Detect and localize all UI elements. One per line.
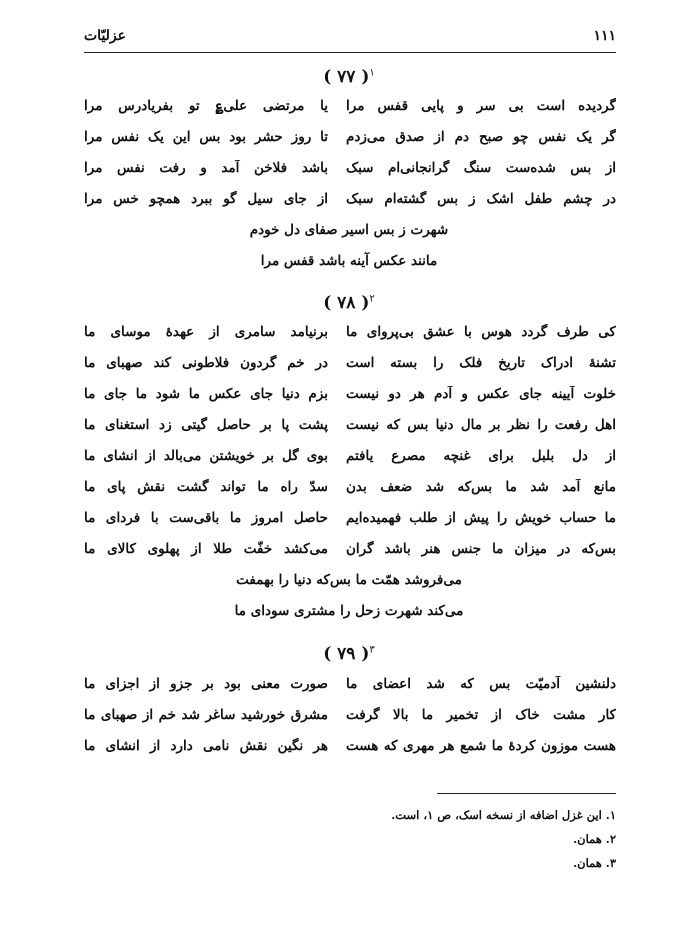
ghazal-title — [0, 293, 698, 313]
hemistich-first: خلوت آیینه جای عکس و آدم هر دو نیست — [346, 386, 616, 402]
ghazal-number: ( ۷۸ ) — [323, 293, 370, 313]
closing-verse: می‌فروشد همّت ما بس‌که دنیا را بهمفت — [236, 572, 462, 588]
couplet — [84, 98, 616, 122]
ghazal-number: ( ۷۹ ) — [323, 644, 370, 664]
footnote: ۱. این غزل اضافه از نسخه اسک، ص ۱، است. — [391, 808, 616, 822]
hemistich-first: دلنشین آدمیّت بس که شد اعضای ما — [346, 676, 616, 692]
hemistich-second: می‌کشد خفّت طلا از پهلوی کالای ما — [84, 541, 328, 557]
hemistich-second: صورت معنی بود بر جزو از اجزای ما — [84, 676, 328, 692]
closing-verse: مانند عکس آینه باشد قفس مرا — [260, 253, 438, 269]
footnote: ۲. همان. — [573, 832, 616, 846]
hemistich-second: از جای سیل گو ببرد همچو خس مرا — [84, 191, 328, 207]
couplet — [84, 324, 616, 348]
footnote-divider — [437, 793, 616, 794]
hemistich-first: در چشم طفل اشک ز بس گشته‌ام سبک — [346, 191, 616, 207]
hemistich-first: گردیده است بی سر و پایی قفس مرا — [346, 98, 616, 114]
hemistich-second: در خم گردون فلاطونی کند صهبای ما — [84, 355, 328, 371]
couplet — [84, 510, 616, 534]
hemistich-second: باشد فلاخن آمد و رفت نفس مرا — [84, 160, 328, 176]
couplet — [84, 417, 616, 441]
couplet — [84, 160, 616, 184]
couplet — [84, 386, 616, 410]
couplet — [84, 541, 616, 565]
hemistich-second: سدّ راه ما تواند گشت نقش پای ما — [84, 479, 328, 495]
hemistich-first: گر یک نفس چو صبح دم از صدق می‌زدم — [346, 129, 616, 145]
hemistich-first: تشنهٔ ادراک تاریخ فلک را بسته است — [346, 355, 616, 371]
hemistich-first: اهل رفعت را نظر بر مال دنیا بس که نیست — [346, 417, 616, 433]
hemistich-second: بزم دنیا جای عکس ما شود ما جای ما — [84, 386, 328, 402]
hemistich-second: برنیامد سامری از عهدهٔ موسای ما — [84, 324, 328, 340]
ghazal-number: ( ۷۷ ) — [323, 67, 370, 87]
running-title: عزلیّات — [84, 28, 127, 44]
footnote-marker: ۳ — [369, 644, 375, 656]
hemistich-first: کی طرف گردد هوس با عشق بی‌پروای ما — [346, 324, 616, 340]
ghazal-title — [0, 644, 698, 664]
hemistich-first: مانع آمد شد ما بس‌که شد ضعف بدن — [346, 479, 616, 495]
closing-verse: می‌کند شهرت زحل را مشتری سودای ما — [234, 603, 464, 619]
hemistich-second: یا مرتضی علی؏ تو بفریادرس مرا — [84, 98, 328, 114]
hemistich-first: بس‌که در میزان ما جنس هنر باشد گران — [346, 541, 616, 557]
hemistich-first: ما حساب خویش را پیش از طلب فهمیده‌ایم — [346, 510, 616, 526]
footnote-marker: ۲ — [369, 293, 375, 305]
couplet — [84, 479, 616, 503]
couplet — [84, 448, 616, 472]
hemistich-second: حاصل امروز ما باقی‌ست با فردای ما — [84, 510, 328, 526]
ghazal-title — [0, 67, 698, 87]
hemistich-first: از بس شده‌ست سنگ گرانجانی‌ام سبک — [346, 160, 616, 176]
hemistich-first: هست موزون کردهٔ ما شمع هر مهری که هست — [346, 738, 616, 754]
hemistich-second: هر نگین نقش نامی دارد از انشای ما — [84, 738, 328, 754]
hemistich-first: از دل بلبل برای غنچه مصرع یافتم — [346, 448, 616, 464]
couplet — [84, 191, 616, 215]
hemistich-second: تا روز حشر بود بس این یک نفس مرا — [84, 129, 328, 145]
couplet — [84, 707, 616, 731]
couplet — [84, 129, 616, 153]
footnote: ۳. همان. — [573, 856, 616, 870]
hemistich-second: مشرق خورشید ساغر شد خم از صهبای ما — [84, 707, 328, 723]
footnote-marker: ۱ — [369, 67, 375, 79]
page-number: ۱۱۱ — [593, 28, 616, 44]
hemistich-second: بوی گل بر خویشتن می‌بالد از انشای ما — [84, 448, 328, 464]
closing-verse: شهرت ز بس اسیر صفای دل خودم — [249, 222, 449, 238]
page-header — [84, 28, 616, 50]
couplet — [84, 355, 616, 379]
couplet — [84, 738, 616, 762]
header-divider — [84, 52, 616, 53]
hemistich-first: کار مشت خاک از تخمیر ما بالا گرفت — [346, 707, 616, 723]
couplet — [84, 676, 616, 700]
hemistich-second: پشت پا بر حاصل گیتی زد استغنای ما — [84, 417, 328, 433]
